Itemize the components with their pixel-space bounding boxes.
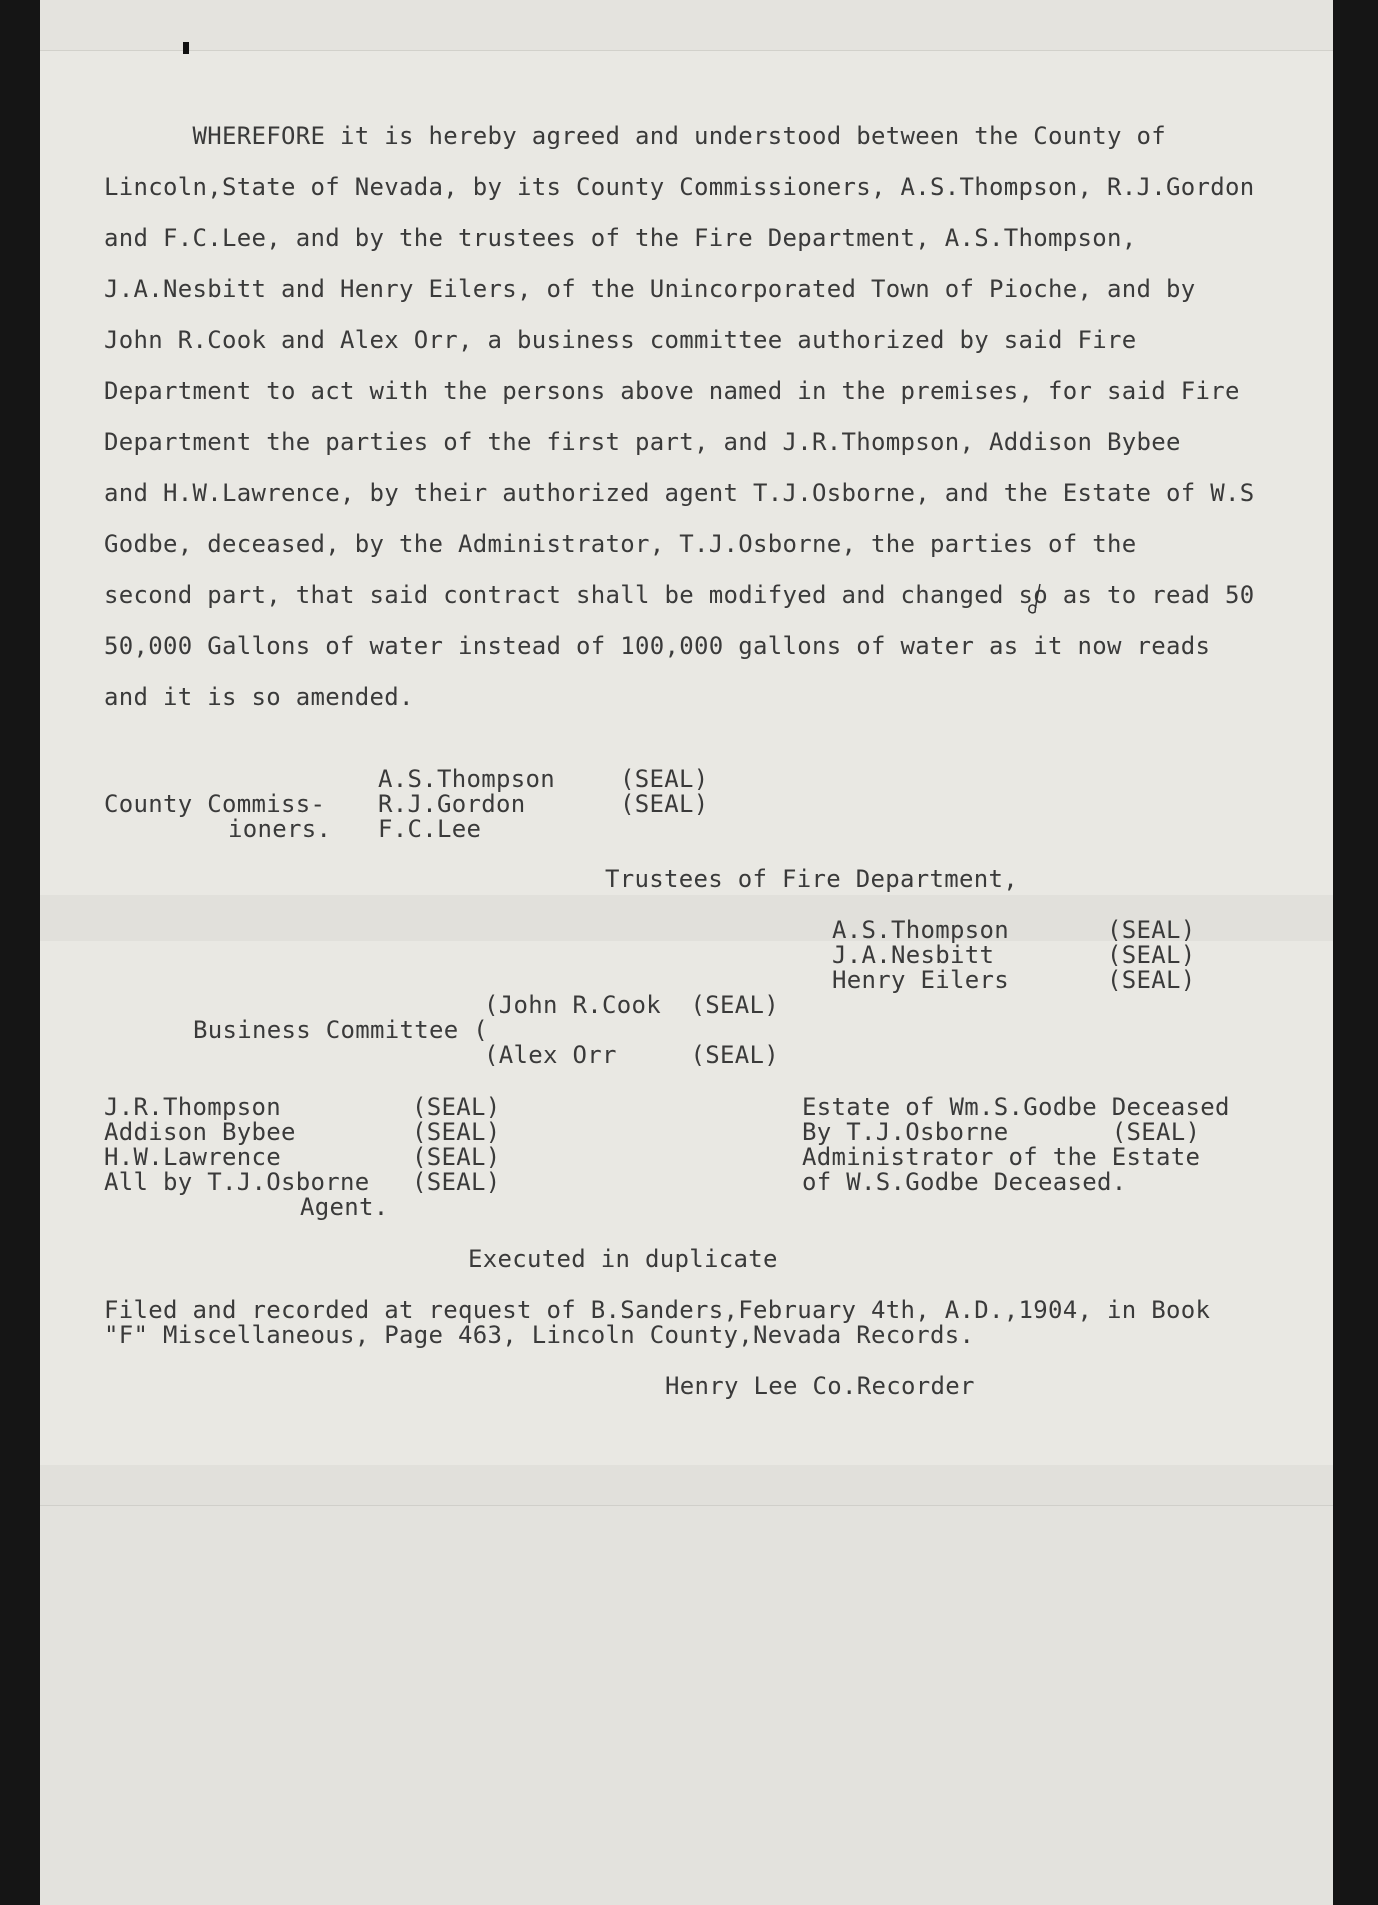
paragraph-line: Department to act with the persons above named in the premises, for said Fire bbox=[104, 377, 1240, 405]
estate-line: By T.J.Osborne (SEAL) bbox=[802, 1118, 1201, 1146]
party-name: All by T.J.Osborne bbox=[104, 1168, 370, 1196]
paragraph-line: 50,000 Gallons of water instead of 100,000 gallons of water as it now reads bbox=[104, 632, 1211, 660]
seal-label: (SEAL) bbox=[620, 790, 709, 818]
commissioners-label: County Commiss- bbox=[104, 790, 326, 818]
paragraph-line: Department the parties of the first part, and J.R.Thompson, Addison Bybee bbox=[104, 428, 1181, 456]
paragraph-line: WHEREFORE it is hereby agreed and understood between the County of bbox=[104, 122, 1166, 150]
recorder-signature: Henry Lee Co.Recorder bbox=[665, 1372, 975, 1400]
paragraph-line: Lincoln,State of Nevada, by its County Commissioners, A.S.Thompson, R.J.Gordon bbox=[104, 173, 1255, 201]
paragraph-line: J.A.Nesbitt and Henry Eilers, of the Unincorporated Town of Pioche, and by bbox=[104, 275, 1196, 303]
commissioners-label: ioners. bbox=[228, 815, 332, 843]
commissioner-name: A.S.Thompson bbox=[378, 765, 555, 793]
execution-note: Executed in duplicate bbox=[468, 1245, 778, 1273]
paragraph-line: second part, that said contract shall be modifyed and changed so as to read 50 bbox=[104, 581, 1255, 609]
paper-crease bbox=[40, 1465, 1333, 1505]
committee-member: (John R.Cook (SEAL) bbox=[484, 991, 779, 1019]
paragraph-line: and H.W.Lawrence, by their authorized agent T.J.Osborne, and the Estate of W.S bbox=[104, 479, 1255, 507]
estate-line: Administrator of the Estate bbox=[802, 1143, 1201, 1171]
seal-label: (SEAL) bbox=[412, 1118, 501, 1146]
filing-line: Filed and recorded at request of B.Sanders,February 4th, A.D.,1904, in Book bbox=[104, 1296, 1211, 1324]
seal-label: (SEAL) bbox=[412, 1168, 501, 1196]
party-name: J.R.Thompson bbox=[104, 1093, 281, 1121]
estate-line: Estate of Wm.S.Godbe Deceased bbox=[802, 1093, 1230, 1121]
paragraph-line: John R.Cook and Alex Orr, a business committee authorized by said Fire bbox=[104, 326, 1137, 354]
seal-label: (SEAL) bbox=[1107, 916, 1196, 944]
paragraph-line: Godbe, deceased, by the Administrator, T.J.Osborne, the parties of the bbox=[104, 530, 1137, 558]
paragraph-line: and F.C.Lee, and by the trustees of the Fire Department, A.S.Thompson, bbox=[104, 224, 1137, 252]
seal-label: (SEAL) bbox=[1107, 966, 1196, 994]
party-name: Addison Bybee bbox=[104, 1118, 296, 1146]
filing-line: "F" Miscellaneous, Page 463, Lincoln County,Nevada Records. bbox=[104, 1321, 975, 1349]
trustee-name: A.S.Thompson bbox=[832, 916, 1009, 944]
seal-label: (SEAL) bbox=[620, 765, 709, 793]
agent-label: Agent. bbox=[300, 1193, 389, 1221]
trustee-name: Henry Eilers bbox=[832, 966, 1009, 994]
handwritten-correction-mark bbox=[1026, 582, 1046, 616]
trustee-name: J.A.Nesbitt bbox=[832, 941, 995, 969]
trustees-heading: Trustees of Fire Department, bbox=[605, 865, 1018, 893]
estate-line: of W.S.Godbe Deceased. bbox=[802, 1168, 1127, 1196]
page-lower-fold bbox=[40, 1505, 1333, 1905]
committee-member: (Alex Orr (SEAL) bbox=[484, 1041, 779, 1069]
seal-label: (SEAL) bbox=[1107, 941, 1196, 969]
seal-label: (SEAL) bbox=[412, 1143, 501, 1171]
commissioner-name: R.J.Gordon bbox=[378, 790, 526, 818]
paragraph-line: and it is so amended. bbox=[104, 683, 414, 711]
binding-mark bbox=[183, 42, 189, 54]
page-top-fold bbox=[40, 0, 1333, 51]
party-name: H.W.Lawrence bbox=[104, 1143, 281, 1171]
business-committee-label: Business Committee ( bbox=[193, 1016, 488, 1044]
commissioner-name: F.C.Lee bbox=[378, 815, 482, 843]
seal-label: (SEAL) bbox=[412, 1093, 501, 1121]
